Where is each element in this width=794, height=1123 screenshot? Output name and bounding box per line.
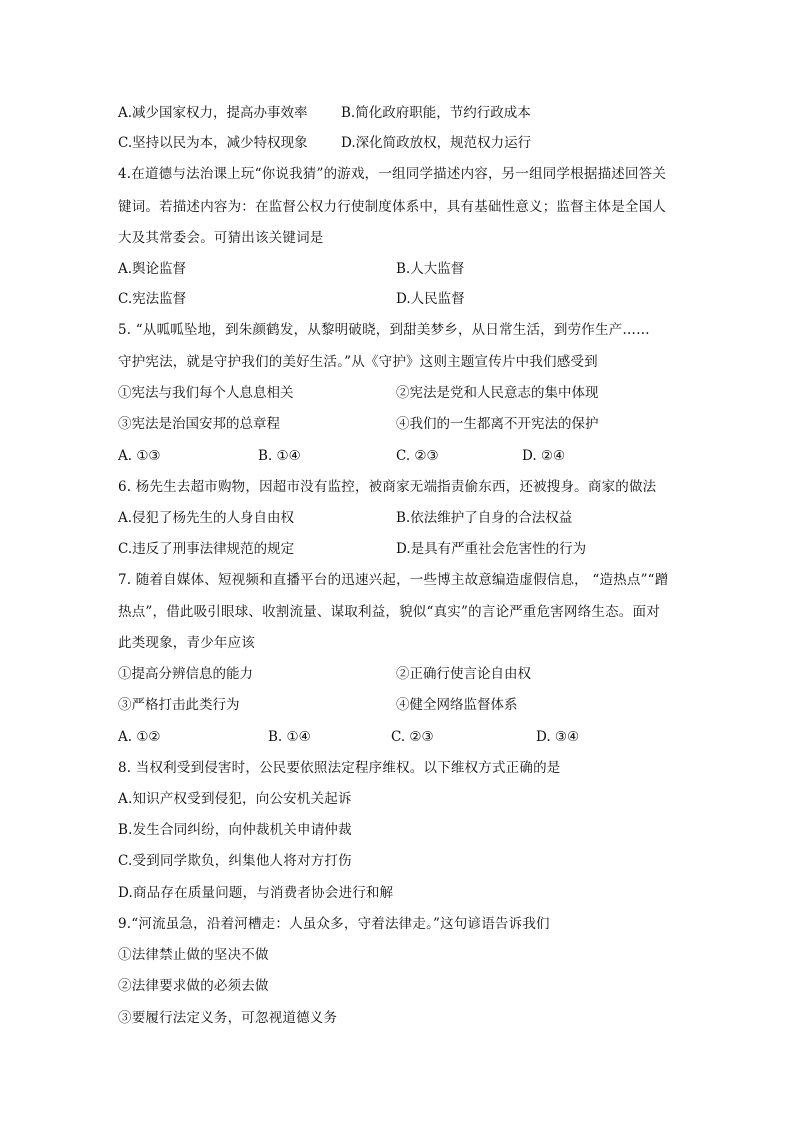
q5-statements-row-2 — [118, 415, 678, 433]
q7-option-a: A. ①② — [118, 729, 161, 745]
q5-statement-4: ④我们的一生都离不开宪法的保护 — [396, 416, 599, 432]
q3-option-a: A.减少国家权力，提高办事效率 — [118, 105, 308, 121]
q8-option-c: C.受到同学欺负，纠集他人将对方打伤 — [118, 853, 352, 869]
q6-option-a: A.侵犯了杨先生的人身自由权 — [118, 510, 295, 526]
q3-options-row-2 — [118, 134, 678, 152]
q4-option-d: D.人民监督 — [396, 291, 465, 307]
q5-statement-3: ③宪法是治国安邦的总章程 — [118, 416, 280, 432]
q4-stem-line-1: 4.在道德与法治课上玩“你说我猜”的游戏，一组同学描述内容，另一组同学根据描述回答关 — [118, 166, 667, 182]
q4-options-row-1 — [118, 260, 678, 278]
q3-option-b: B.简化政府职能，节约行政成本 — [341, 105, 531, 121]
q7-stem-line-1: 7. 随着自媒体、短视频和直播平台的迅速兴起，一些博主故意编造虚假信息， “造热点”“蹭 — [118, 572, 669, 588]
q7-statements-row-1 — [118, 665, 678, 683]
q7-option-d: D. ③④ — [536, 729, 580, 745]
q5-statement-1: ①宪法与我们每个人息息相关 — [118, 385, 294, 401]
q7-option-c: C. ②③ — [391, 729, 434, 745]
q5-statement-2: ②宪法是党和人民意志的集中体现 — [396, 385, 599, 401]
q4-stem-line-2: 键词。若描述内容为：在监督公权力行使制度体系中，具有基础性意义；监督主体是全国人 — [118, 199, 666, 215]
q9-statement-1: ①法律禁止做的坚决不做 — [118, 947, 269, 963]
q7-statement-3: ③严格打击此类行为 — [118, 697, 240, 713]
q8-option-d: D.商品存在质量问题，与消费者协会进行和解 — [118, 885, 394, 901]
q6-option-d: D.是具有严重社会危害性的行为 — [396, 541, 587, 557]
q7-stem-line-3: 此类现象，青少年应该 — [118, 635, 255, 651]
q5-option-a: A. ①③ — [118, 448, 161, 464]
q5-option-d: D. ②④ — [522, 448, 566, 464]
q5-option-b: B. ①④ — [258, 448, 301, 464]
q6-stem: 6. 杨先生去超市购物，因超市没有监控，被商家无端指责偷东西，还被搜身。商家的做法 — [118, 479, 657, 495]
q6-options-row-2 — [118, 540, 678, 558]
q4-option-a: A.舆论监督 — [118, 261, 187, 277]
q7-statements-row-2 — [118, 696, 678, 714]
q7-stem-line-2: 热点”，借此吸引眼球、收割流量、谋取利益，貌似“真实”的言论严重危害网络生态。面对 — [118, 604, 660, 620]
q4-option-c: C.宪法监督 — [118, 291, 187, 307]
q3-option-c: C.坚持以民为本，减少特权现象 — [118, 135, 308, 151]
q7-options-row — [118, 728, 678, 746]
q5-stem-line-2: 守护宪法，就是守护我们的美好生活。”从《守护》这则主题宣传片中我们感受到 — [118, 354, 598, 370]
q7-statement-1: ①提高分辨信息的能力 — [118, 666, 253, 682]
q3-options-row-1 — [118, 104, 678, 122]
q6-option-b: B.依法维护了自身的合法权益 — [396, 510, 573, 526]
q5-statements-row-1 — [118, 384, 678, 402]
q8-option-b: B.发生合同纠纷，向仲裁机关申请仲裁 — [118, 822, 352, 838]
q8-option-a: A.知识产权受到侵犯，向公安机关起诉 — [118, 791, 352, 807]
q5-options-row — [118, 447, 678, 465]
q3-option-d: D.深化简政放权，规范权力运行 — [341, 135, 532, 151]
q5-option-c: C. ②③ — [396, 448, 439, 464]
q6-option-c: C.违反了刑事法律规范的规定 — [118, 541, 295, 557]
q9-statement-2: ②法律要求做的必须去做 — [118, 978, 269, 994]
q7-statement-2: ②正确行使言论自由权 — [396, 666, 531, 682]
q8-stem: 8. 当权利受到侵害时，公民要依照法定程序维权。以下维权方式正确的是 — [118, 760, 561, 776]
q9-stem: 9.“河流虽急，沿着河槽走：人虽众多，守着法律走。”这句谚语告诉我们 — [118, 916, 550, 932]
q9-statement-3: ③要履行法定义务，可忽视道德义务 — [118, 1010, 338, 1026]
q4-options-row-2 — [118, 290, 678, 308]
q4-stem-line-3: 大及其常委会。可猜出该关键词是 — [118, 230, 324, 246]
q7-statement-4: ④健全网络监督体系 — [396, 697, 518, 713]
q5-stem-line-1: 5. “从呱呱坠地，到朱颜鹤发，从黎明破晓，到甜美梦乡，从日常生活，到劳作生产…… — [118, 322, 650, 338]
q4-option-b: B.人大监督 — [396, 261, 465, 277]
q7-option-b: B. ①④ — [268, 729, 311, 745]
q6-options-row-1 — [118, 509, 678, 527]
